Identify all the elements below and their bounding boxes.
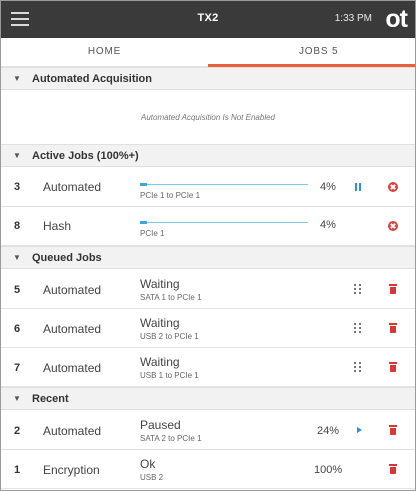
job-path: USB 1 to PCIe 1 bbox=[140, 371, 199, 380]
trash-icon[interactable] bbox=[389, 323, 397, 333]
recent-job-row[interactable] bbox=[1, 450, 415, 489]
queued-job-row[interactable] bbox=[1, 309, 415, 348]
job-type: Automated bbox=[43, 322, 102, 336]
recent-job-row[interactable] bbox=[1, 411, 415, 450]
tab-jobs-label: JOBS bbox=[299, 46, 329, 57]
trash-icon[interactable] bbox=[389, 284, 397, 294]
drag-handle-icon[interactable] bbox=[354, 323, 361, 333]
job-number: 1 bbox=[14, 464, 21, 476]
section-recent[interactable] bbox=[1, 387, 415, 410]
job-type: Automated bbox=[43, 424, 102, 438]
job-percent: 4% bbox=[320, 219, 336, 231]
job-status: Paused bbox=[140, 418, 181, 432]
job-type: Automated bbox=[43, 361, 102, 375]
cancel-icon[interactable] bbox=[388, 182, 398, 192]
play-icon[interactable] bbox=[357, 427, 362, 433]
section-title: Active Jobs (100%+) bbox=[32, 150, 139, 162]
job-progress-fill bbox=[140, 183, 147, 186]
job-path: USB 2 bbox=[140, 473, 164, 482]
queued-job-row[interactable] bbox=[1, 270, 415, 309]
section-queued-jobs[interactable] bbox=[1, 246, 415, 269]
drag-handle-icon[interactable] bbox=[354, 284, 361, 294]
job-number: 2 bbox=[14, 425, 21, 437]
cancel-icon[interactable] bbox=[388, 221, 398, 231]
job-number: 5 bbox=[14, 284, 21, 296]
drag-handle-icon[interactable] bbox=[354, 362, 361, 372]
tab-jobs-count: 5 bbox=[332, 46, 339, 57]
trash-icon[interactable] bbox=[389, 464, 397, 474]
job-percent: 24% bbox=[317, 425, 340, 437]
job-number: 3 bbox=[14, 181, 21, 193]
job-percent: 100% bbox=[314, 464, 343, 476]
job-percent: 4% bbox=[320, 181, 336, 193]
job-path: PCIe 1 to PCIe 1 bbox=[140, 191, 201, 200]
job-status: Waiting bbox=[140, 316, 180, 330]
job-progress-bar bbox=[140, 184, 308, 185]
job-path: PCIe 1 bbox=[140, 229, 165, 238]
section-title: Recent bbox=[32, 393, 69, 405]
tab-jobs[interactable] bbox=[208, 38, 415, 67]
automated-acquisition-notice: Automated Acquisition Is Not Enabled bbox=[140, 113, 275, 122]
section-title: Automated Acquisition bbox=[32, 73, 152, 85]
job-progress-bar bbox=[140, 222, 308, 223]
job-path: SATA 2 to PCIe 1 bbox=[140, 434, 202, 443]
section-automated-acquisition[interactable] bbox=[1, 67, 415, 90]
caret-down-icon: ▼ bbox=[13, 74, 21, 83]
job-number: 8 bbox=[14, 220, 21, 232]
active-job-row[interactable] bbox=[1, 207, 415, 246]
job-path: USB 2 to PCIe 1 bbox=[140, 332, 199, 341]
job-progress-fill bbox=[140, 221, 147, 224]
section-active-jobs[interactable] bbox=[1, 144, 415, 167]
active-job-row[interactable] bbox=[1, 168, 415, 207]
job-status: Waiting bbox=[140, 355, 180, 369]
job-number: 7 bbox=[14, 362, 21, 374]
caret-down-icon: ▼ bbox=[13, 253, 21, 262]
top-bar bbox=[1, 1, 415, 38]
trash-icon[interactable] bbox=[389, 362, 397, 372]
job-status: Waiting bbox=[140, 277, 180, 291]
job-path: SATA 1 to PCIe 1 bbox=[140, 293, 202, 302]
job-type: Automated bbox=[43, 180, 102, 194]
caret-down-icon: ▼ bbox=[13, 394, 21, 403]
section-title: Queued Jobs bbox=[32, 252, 102, 264]
pause-icon[interactable] bbox=[355, 183, 362, 191]
trash-icon[interactable] bbox=[389, 425, 397, 435]
job-number: 6 bbox=[14, 323, 21, 335]
job-type: Encryption bbox=[43, 463, 100, 477]
tab-home[interactable]: HOME bbox=[87, 46, 122, 57]
clock: 1:33 PM bbox=[334, 13, 372, 24]
tab-bar bbox=[1, 38, 415, 67]
caret-down-icon: ▼ bbox=[13, 151, 21, 160]
ot-logo: ot bbox=[385, 5, 407, 33]
job-status: Ok bbox=[140, 457, 156, 471]
job-type: Hash bbox=[43, 219, 72, 233]
job-type: Automated bbox=[43, 283, 102, 297]
queued-job-row[interactable] bbox=[1, 348, 415, 387]
device-title: TX2 bbox=[197, 12, 219, 24]
